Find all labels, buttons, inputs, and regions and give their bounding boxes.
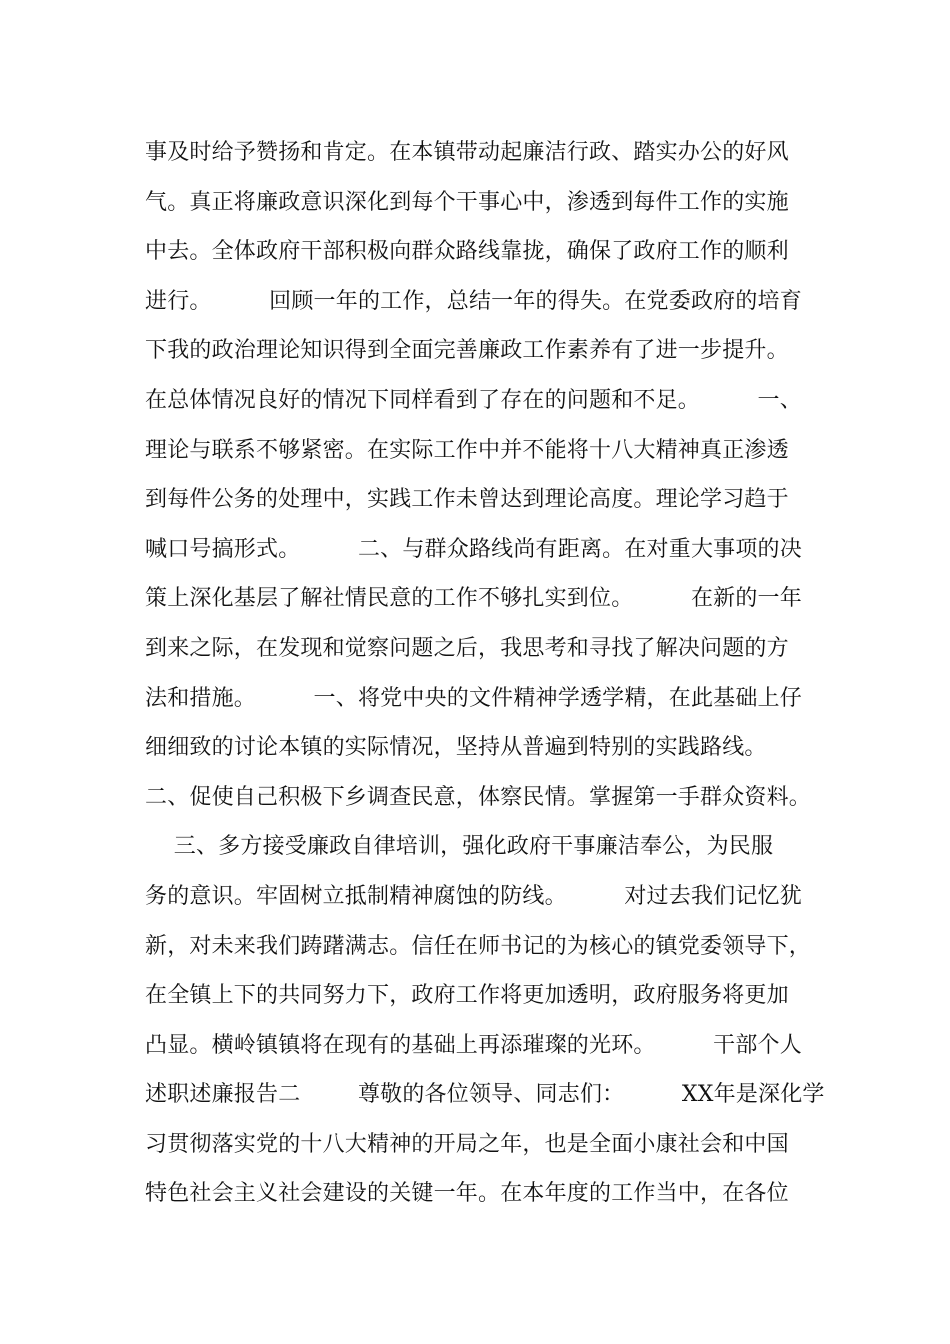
text-line: 法和措施。 一、将党中央的文件精神学透学精，在此基础上仔 [145, 685, 802, 711]
body-text [145, 128, 835, 1219]
text-line: 喊口号搞形式。 二、与群众路线尚有距离。在对重大事项的决 [145, 536, 802, 562]
text-line: 二、促使自己积极下乡调查民意，体察民情。掌握第一手群众资料。 [145, 784, 812, 810]
text-line: 新，对未来我们踌躇满志。信任在师书记的为核心的镇党委领导下， [145, 933, 812, 959]
text-line: 述职述廉报告二 尊敬的各位领导、同志们： XX年是深化学 [145, 1082, 825, 1108]
text-line: 事及时给予赞扬和肯定。在本镇带动起廉洁行政、踏实办公的好风 [145, 140, 789, 165]
text-line: 气。真正将廉政意识深化到每个干事心中，渗透到每件工作的实施 [145, 189, 789, 215]
text-line: 进行。 回顾一年的工作，总结一年的得失。在党委政府的培育 [145, 288, 802, 314]
text-line: 下我的政治理论知识得到全面完善廉政工作素养有了进一步提升。 [145, 338, 789, 364]
text-line: 中去。全体政府干部积极向群众路线靠拢，确保了政府工作的顺利 [145, 239, 789, 265]
text-line: 习贯彻落实党的十八大精神的开局之年，也是全面小康社会和中国 [145, 1131, 789, 1157]
text-line: 理论与联系不够紧密。在实际工作中并不能将十八大精神真正渗透 [145, 437, 789, 463]
text-line: 三、多方接受廉政自律培训，强化政府干事廉洁奉公，为民服 [145, 834, 774, 860]
text-line: 到来之际，在发现和觉察问题之后，我思考和寻找了解决问题的方 [145, 635, 789, 661]
text-line: 在全镇上下的共同努力下，政府工作将更加透明，政府服务将更加 [145, 983, 789, 1009]
text-line: 策上深化基层了解社情民意的工作不够扎实到位。 在新的一年 [145, 586, 802, 612]
text-line: 凸显。横岭镇镇将在现有的基础上再添璀璨的光环。 干部个人 [145, 1032, 802, 1058]
text-line: 到每件公务的处理中，实践工作未曾达到理论高度。理论学习趋于 [145, 487, 789, 513]
text-line: 特色社会主义社会建设的关键一年。在本年度的工作当中，在各位 [145, 1181, 789, 1207]
text-line: 务的意识。牢固树立抵制精神腐蚀的防线。 对过去我们记忆犹 [145, 883, 802, 909]
text-line: 细细致的讨论本镇的实际情况，坚持从普遍到特别的实践路线。 [145, 735, 767, 761]
text-line: 在总体情况良好的情况下同样看到了存在的问题和不足。 一、 [145, 387, 802, 413]
